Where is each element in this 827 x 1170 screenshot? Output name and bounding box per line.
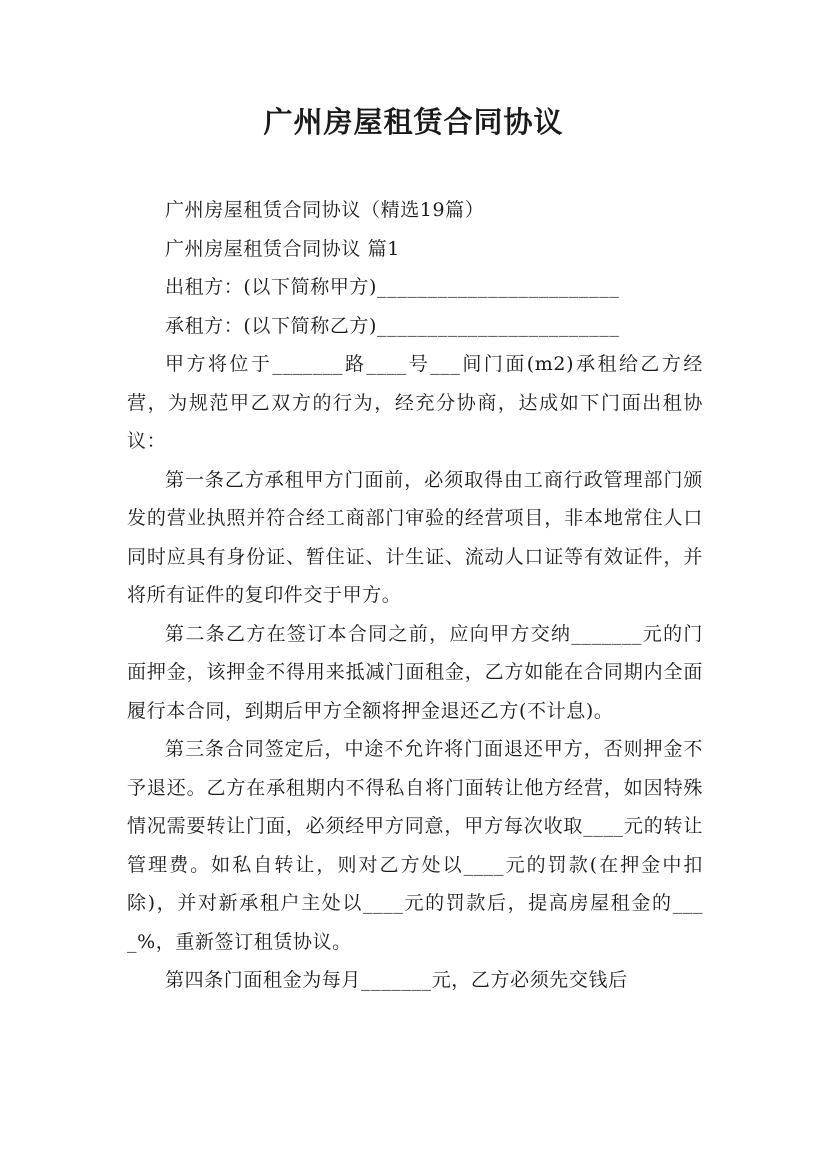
paragraph-article-2: 第二条乙方在签订本合同之前，应向甲方交纳_______元的门面押金，该押金不得用来抵减门面租金，乙方如能在合同期内全面履行本合同，到期后甲方全额将押金退还乙方(不计息)。 bbox=[127, 622, 703, 722]
paragraph-lessee: 承租方：(以下简称乙方)________________________ bbox=[165, 314, 620, 337]
paragraph-collection-heading: 广州房屋租赁合同协议（精选19篇） bbox=[165, 199, 485, 221]
paragraph-article-4: 第四条门面租金为每月_______元，乙方必须先交钱后 bbox=[165, 969, 628, 991]
document-title: 广州房屋租赁合同协议 bbox=[263, 105, 564, 139]
paragraph-article-3: 第三条合同签定后，中途不允许将门面退还甲方，否则押金不予退还。乙方在承租期内不得私自将门面转让他方经营，如因特殊情况需要转让门面，必须经甲方同意，甲方每次收取____元的转让管理费。如私自转让，则对乙方处以____元的罚款(在押金中扣除)，并对新承租户主处以____元的罚款后，提高房屋租金的____%，重新签订租赁协议。 bbox=[127, 738, 703, 953]
paragraph-lessor: 出租方：(以下简称甲方)________________________ bbox=[165, 276, 620, 298]
paragraph-chapter-heading: 广州房屋租赁合同协议 篇1 bbox=[165, 237, 400, 260]
document-body bbox=[127, 191, 703, 1000]
paragraph-intro: 甲方将位于_______路____号___间门面(m2)承租给乙方经营，为规范甲乙双方的行为，经充分协商，达成如下门面出租协议： bbox=[127, 353, 703, 452]
paragraph-article-1: 第一条乙方承租甲方门面前，必须取得由工商行政管理部门颁发的营业执照并符合经工商部门审验的经营项目，非本地常住人口同时应具有身份证、暂住证、计生证、流动人口证等有效证件，并将所有证件的复印件交于甲方。 bbox=[127, 468, 703, 606]
